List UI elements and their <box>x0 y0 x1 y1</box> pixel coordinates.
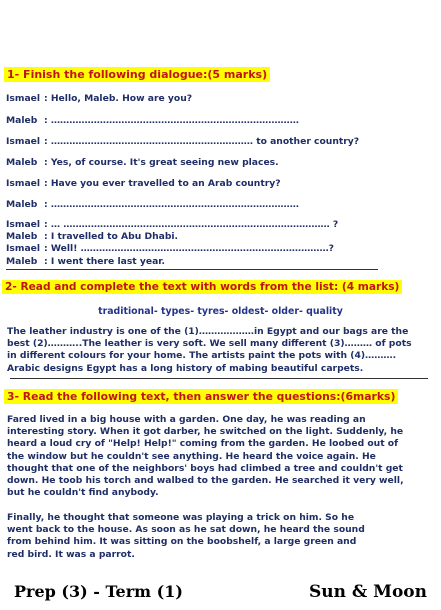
dialogue-blank: : ……………………………………………………………………… <box>44 199 299 210</box>
paragraph-line: thought that one of the neighbors' boys had climbed a tree and couldn't get <box>7 462 403 474</box>
paragraph-line: but he couldn't find anybody. <box>7 487 159 499</box>
dialogue-line <box>6 231 178 242</box>
dialogue-blank: : ……………………………………………………………………… <box>44 115 299 126</box>
paragraph-line: the window but he couldn't see anything. He heard the voice again. He <box>7 450 376 462</box>
speaker-label: Ismael <box>6 243 41 254</box>
reading-paragraph-2 <box>7 512 365 561</box>
paragraph-line: best (2)………..The leather is very soft. We sell many different (3)……… of pots <box>7 338 412 350</box>
paragraph-line: Arabic designs Egypt has a long history of mabing beautiful carpets. <box>7 362 364 374</box>
dialogue-line <box>6 243 334 254</box>
dialogue-line <box>6 136 359 147</box>
dialogue-text: : Well! ………………………………………………………………………? <box>44 243 334 254</box>
speaker-label: Maleb <box>6 115 38 126</box>
paragraph-line: heard a loud cry of "Help! Help!" coming from the garden. He loobed out of <box>7 438 399 450</box>
section1-heading: 1- Finish the following dialogue:(5 marks) <box>4 67 270 82</box>
word-list: traditional- types- tyres- oldest- older- quality <box>98 306 343 317</box>
dialogue-text: : I travelled to Abu Dhabi. <box>44 231 179 242</box>
section-divider <box>6 269 378 270</box>
dialogue-text: : I went there last year. <box>44 256 166 267</box>
paragraph-line: down. He toob his torch and walbed to the garden. He searched it very well, <box>7 475 404 487</box>
dialogue-blank: : … …………………………………………………………………………… ? <box>44 219 339 230</box>
dialogue-line <box>6 219 338 230</box>
section-divider <box>10 378 428 379</box>
footer-level-term: Prep (3) - Term (1) <box>14 582 183 601</box>
dialogue-text: : ………………………………………………………… to another country? <box>44 136 360 147</box>
speaker-label: Maleb <box>6 231 38 242</box>
speaker-label: Maleb <box>6 157 38 168</box>
paragraph-line: Finally, he thought that someone was playing a trick on him. So he <box>7 512 355 523</box>
dialogue-line <box>6 256 165 267</box>
dialogue-line <box>6 178 281 189</box>
section2-heading: 2- Read and complete the text with words from the list: (4 marks) <box>2 280 402 294</box>
dialogue-line <box>6 93 192 104</box>
footer-brand: Sun & Moon <box>308 582 427 602</box>
speaker-label: Ismael <box>6 136 41 147</box>
speaker-label: Ismael <box>6 219 41 230</box>
speaker-label: Ismael <box>6 93 41 104</box>
speaker-label: Maleb <box>6 256 38 267</box>
dialogue-line <box>6 157 279 168</box>
paragraph-line: from behind him. It was sitting on the boobshelf, a large green and <box>7 536 357 548</box>
section3-heading: 3- Read the following text, then answer the questions:(6marks) <box>4 389 398 404</box>
dialogue-text: : Hello, Maleb. How are you? <box>44 93 193 104</box>
paragraph-line: in different colours for your home. The artists paint the pots with (4)………. <box>7 350 397 362</box>
speaker-label: Maleb <box>6 199 38 210</box>
speaker-label: Ismael <box>6 178 41 189</box>
paragraph-line: The leather industry is one of the (1)………………in Egypt and our bags are the <box>7 326 409 337</box>
completion-paragraph <box>7 326 412 375</box>
dialogue-line <box>6 115 299 126</box>
paragraph-line: Fared lived in a big house with a garden. One day, he was reading an <box>7 414 366 425</box>
paragraph-line: interesting story. When it got darber, he switched on the light. Suddenly, he <box>7 426 404 438</box>
paragraph-line: red bird. It was a parrot. <box>7 548 135 560</box>
reading-paragraph-1 <box>7 414 404 499</box>
dialogue-text: : Have you ever travelled to an Arab country? <box>44 178 281 189</box>
dialogue-text: : Yes, of course. It's great seeing new places. <box>44 157 279 168</box>
dialogue-line <box>6 199 299 210</box>
paragraph-line: went back to the house. As soon as he sat down, he heard the sound <box>7 524 365 536</box>
